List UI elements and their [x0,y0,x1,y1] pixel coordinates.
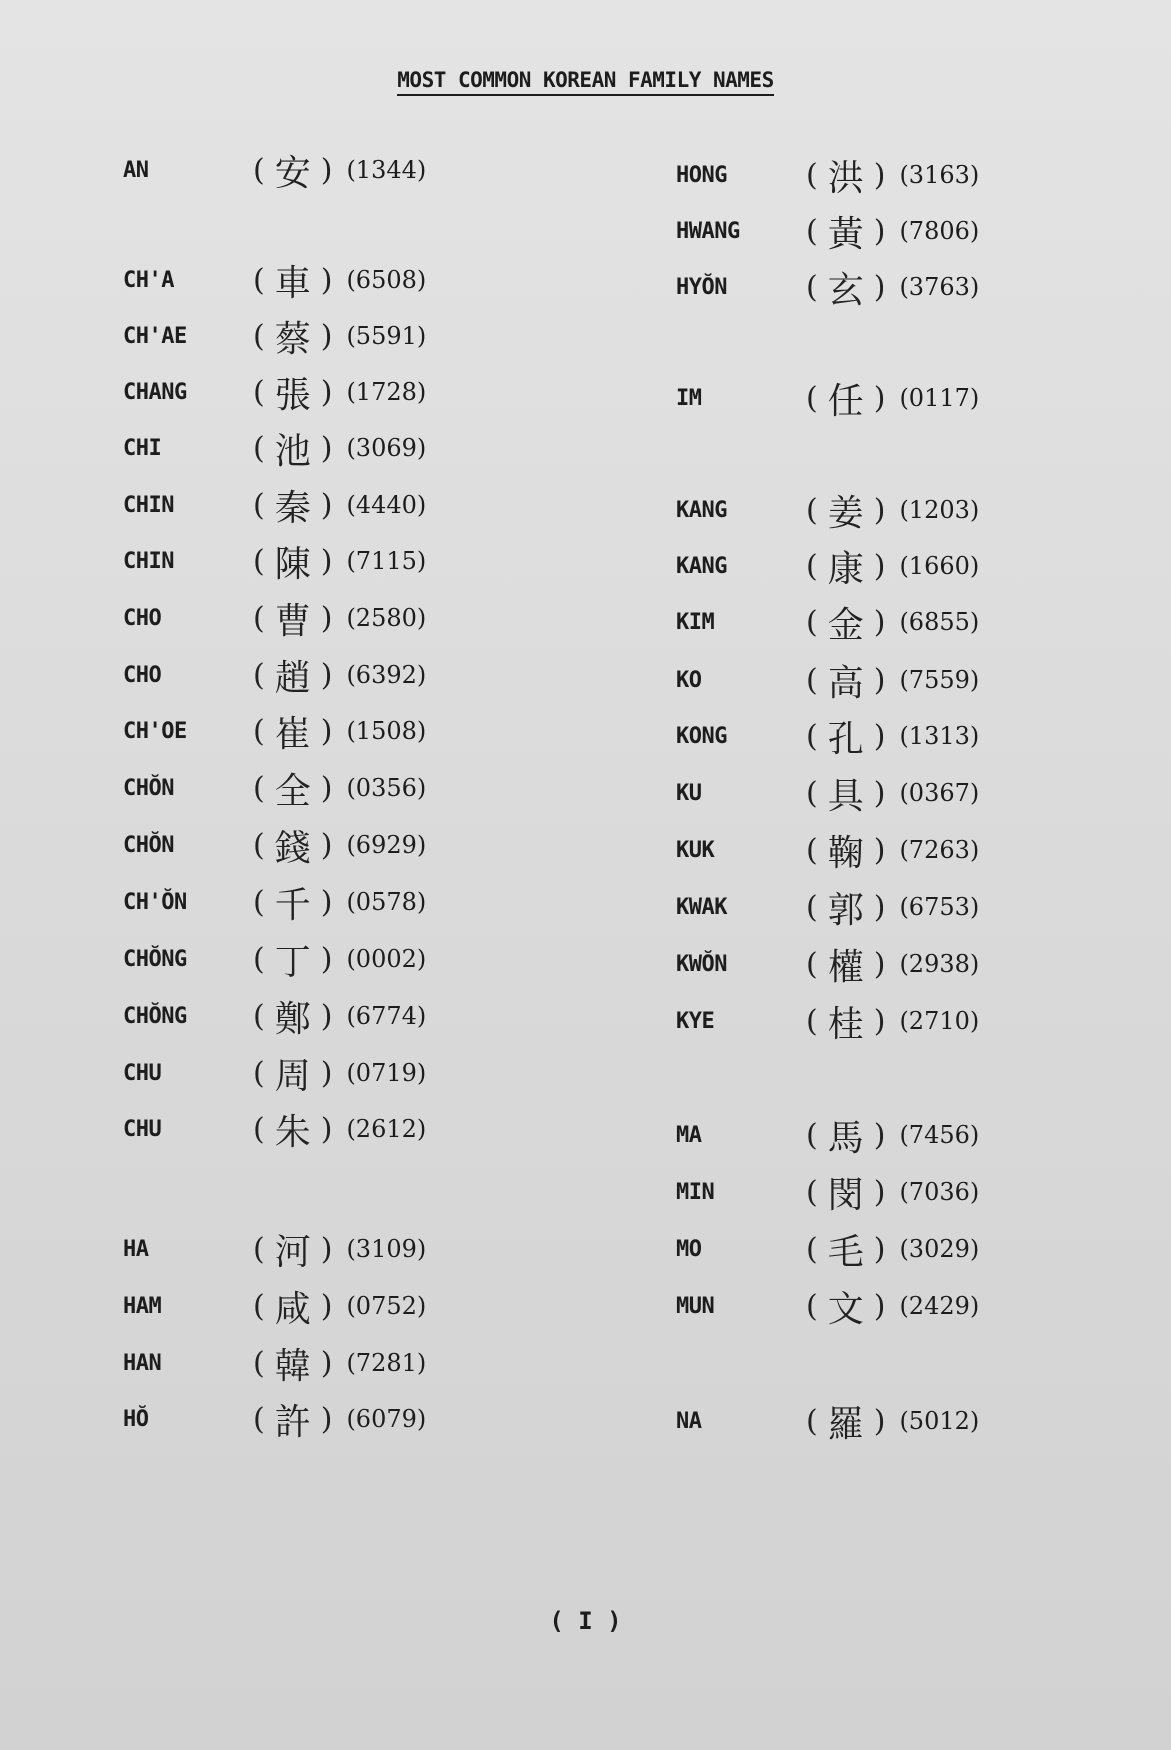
romanized-name: CHŎNG [123,1003,187,1029]
romanized-name: HAN [123,1350,162,1376]
name-entry [123,653,426,697]
romanized-name: KO [676,667,702,693]
close-paren: ) [873,1403,886,1439]
name-entry [123,596,426,640]
hanja-character: 文 [827,1288,864,1330]
telegraph-code: (3163) [899,161,980,189]
page-title: MOST COMMON KOREAN FAMILY NAMES [0,68,1171,92]
telegraph-code: (7456) [899,1121,980,1149]
telegraph-code: (7281) [346,1349,427,1377]
open-paren: ( [806,157,818,193]
open-paren: ( [806,1117,818,1153]
romanized-name: KYE [676,1008,715,1034]
open-paren: ( [806,492,818,528]
close-paren: ) [873,718,886,754]
telegraph-code: (1313) [899,722,980,750]
telegraph-code: (1508) [346,717,427,745]
open-paren: ( [253,998,265,1034]
open-paren: ( [253,543,265,579]
open-paren: ( [253,884,265,920]
hanja-character: 馬 [827,1117,864,1159]
open-paren: ( [806,1231,818,1267]
name-entry [676,153,979,197]
close-paren: ) [320,713,333,749]
romanized-name: KANG [676,553,727,579]
open-paren: ( [253,262,265,298]
hanja-character: 朱 [274,1111,311,1153]
close-paren: ) [873,1003,886,1039]
telegraph-code: (1660) [899,552,980,580]
name-entry [676,1113,979,1157]
close-paren: ) [320,543,333,579]
name-entry [123,314,426,358]
open-paren: ( [253,487,265,523]
hanja-character: 咸 [274,1288,311,1330]
telegraph-code: (7115) [346,547,427,575]
open-paren: ( [806,889,818,925]
romanized-name: CHI [123,435,162,461]
telegraph-code: (2429) [899,1292,980,1320]
name-entry [676,714,979,758]
name-entry [123,483,426,527]
close-paren: ) [320,1231,333,1267]
telegraph-code: (6774) [346,1002,427,1030]
telegraph-code: (6079) [346,1405,427,1433]
telegraph-code: (6753) [899,893,980,921]
open-paren: ( [253,374,265,410]
open-paren: ( [253,1055,265,1091]
open-paren: ( [253,657,265,693]
telegraph-code: (0367) [899,779,980,807]
telegraph-code: (1728) [346,378,427,406]
romanized-name: HAM [123,1293,162,1319]
name-entry [676,1284,979,1328]
romanized-name: CHIN [123,548,174,574]
telegraph-code: (7559) [899,666,980,694]
close-paren: ) [320,318,333,354]
open-paren: ( [806,548,818,584]
hanja-character: 秦 [274,487,311,529]
hanja-character: 張 [274,374,311,416]
telegraph-code: (3763) [899,273,980,301]
name-entry [676,600,979,644]
name-entry [123,370,426,414]
name-entry [123,1397,426,1441]
hanja-character: 具 [827,775,864,817]
telegraph-code: (7036) [899,1178,980,1206]
open-paren: ( [253,1231,265,1267]
open-paren: ( [806,662,818,698]
open-paren: ( [806,269,818,305]
hanja-character: 權 [827,946,864,988]
name-entry [676,1399,979,1443]
open-paren: ( [253,600,265,636]
hanja-character: 郭 [827,889,864,931]
name-entry [123,709,426,753]
close-paren: ) [873,380,886,416]
hanja-character: 閔 [827,1174,864,1216]
page-number: ( I ) [549,1607,622,1635]
close-paren: ) [873,548,886,584]
close-paren: ) [873,1231,886,1267]
romanized-name: KIM [676,609,715,635]
telegraph-code: (6929) [346,831,427,859]
name-entry [676,999,979,1043]
romanized-name: HŎ [123,1406,149,1432]
name-entry [676,1227,979,1271]
telegraph-code: (2612) [346,1115,427,1143]
close-paren: ) [320,1345,333,1381]
romanized-name: CHŎN [123,775,174,801]
hanja-character: 康 [827,548,864,590]
open-paren: ( [253,1288,265,1324]
name-entry [123,148,426,192]
hanja-character: 池 [274,430,311,472]
romanized-name: KWŎN [676,951,727,977]
close-paren: ) [873,889,886,925]
close-paren: ) [873,832,886,868]
name-entry [123,1284,426,1328]
hanja-character: 鞠 [827,832,864,874]
close-paren: ) [320,152,333,188]
romanized-name: KONG [676,723,727,749]
close-paren: ) [320,1288,333,1324]
close-paren: ) [873,1174,886,1210]
romanized-name: CHO [123,662,162,688]
romanized-name: CHU [123,1116,162,1142]
name-entry [676,828,979,872]
close-paren: ) [320,998,333,1034]
romanized-name: MO [676,1236,702,1262]
romanized-name: KWAK [676,894,727,920]
romanized-name: CHO [123,605,162,631]
name-entry [123,1341,426,1385]
telegraph-code: (3109) [346,1235,427,1263]
hanja-character: 韓 [274,1345,311,1387]
open-paren: ( [806,604,818,640]
close-paren: ) [320,770,333,806]
name-entry [676,544,979,588]
open-paren: ( [806,946,818,982]
open-paren: ( [253,713,265,749]
close-paren: ) [320,657,333,693]
hanja-character: 玄 [827,269,864,311]
telegraph-code: (6855) [899,608,980,636]
hanja-character: 安 [274,152,311,194]
romanized-name: CHANG [123,379,187,405]
hanja-character: 河 [274,1231,311,1273]
hanja-character: 千 [274,884,311,926]
name-entry [676,1170,979,1214]
telegraph-code: (7263) [899,836,980,864]
romanized-name: CHIN [123,492,174,518]
name-entry [123,1051,426,1095]
romanized-name: HONG [676,162,727,188]
close-paren: ) [320,827,333,863]
name-entry [676,376,979,420]
close-paren: ) [320,600,333,636]
telegraph-code: (1203) [899,496,980,524]
hanja-character: 鄭 [274,998,311,1040]
name-entry [123,1107,426,1151]
hanja-character: 周 [274,1055,311,1097]
telegraph-code: (6508) [346,266,427,294]
name-entry [123,426,426,470]
name-entry [123,994,426,1038]
close-paren: ) [320,1055,333,1091]
telegraph-code: (0719) [346,1059,427,1087]
name-entry [676,209,979,253]
close-paren: ) [320,430,333,466]
close-paren: ) [320,262,333,298]
telegraph-code: (1344) [346,156,427,184]
telegraph-code: (5012) [899,1407,980,1435]
name-entry [123,880,426,924]
telegraph-code: (5591) [346,322,427,350]
telegraph-code: (4440) [346,491,427,519]
telegraph-code: (2580) [346,604,427,632]
open-paren: ( [253,430,265,466]
close-paren: ) [873,157,886,193]
open-paren: ( [253,770,265,806]
telegraph-code: (0578) [346,888,427,916]
close-paren: ) [873,1117,886,1153]
hanja-character: 陳 [274,543,311,585]
close-paren: ) [873,492,886,528]
close-paren: ) [320,374,333,410]
close-paren: ) [320,884,333,920]
close-paren: ) [320,487,333,523]
romanized-name: MUN [676,1293,715,1319]
telegraph-code: (3029) [899,1235,980,1263]
name-entry [676,885,979,929]
hanja-character: 蔡 [274,318,311,360]
close-paren: ) [320,1111,333,1147]
hanja-character: 趙 [274,657,311,699]
romanized-name: HWANG [676,218,740,244]
name-entry [123,766,426,810]
name-entry [676,488,979,532]
close-paren: ) [873,1288,886,1324]
hanja-character: 許 [274,1401,311,1443]
name-entry [676,942,979,986]
close-paren: ) [873,775,886,811]
romanized-name: MIN [676,1179,715,1205]
name-entry [123,823,426,867]
open-paren: ( [806,832,818,868]
hanja-character: 羅 [827,1403,864,1445]
hanja-character: 洪 [827,157,864,199]
telegraph-code: (2938) [899,950,980,978]
romanized-name: CH'A [123,267,174,293]
open-paren: ( [806,775,818,811]
open-paren: ( [806,213,818,249]
name-entry [123,1227,426,1271]
open-paren: ( [806,380,818,416]
telegraph-code: (0117) [899,384,980,412]
hanja-character: 崔 [274,713,311,755]
telegraph-code: (7806) [899,217,980,245]
romanized-name: HYŎN [676,274,727,300]
open-paren: ( [253,152,265,188]
telegraph-code: (2710) [899,1007,980,1035]
hanja-character: 桂 [827,1003,864,1045]
hanja-character: 金 [827,604,864,646]
name-entry [123,539,426,583]
hanja-character: 任 [827,380,864,422]
close-paren: ) [320,1401,333,1437]
name-entry [123,258,426,302]
close-paren: ) [320,941,333,977]
hanja-character: 曹 [274,600,311,642]
romanized-name: NA [676,1408,702,1434]
telegraph-code: (0356) [346,774,427,802]
romanized-name: CH'ŎN [123,889,187,915]
hanja-character: 姜 [827,492,864,534]
hanja-character: 全 [274,770,311,812]
open-paren: ( [806,1174,818,1210]
romanized-name: HA [123,1236,149,1262]
close-paren: ) [873,662,886,698]
hanja-character: 高 [827,662,864,704]
name-entry [676,265,979,309]
open-paren: ( [806,1403,818,1439]
romanized-name: CHU [123,1060,162,1086]
romanized-name: CHŎN [123,832,174,858]
open-paren: ( [253,1345,265,1381]
open-paren: ( [806,1288,818,1324]
telegraph-code: (0002) [346,945,427,973]
romanized-name: CH'OE [123,718,187,744]
romanized-name: KUK [676,837,715,863]
open-paren: ( [806,1003,818,1039]
hanja-character: 丁 [274,941,311,983]
close-paren: ) [873,604,886,640]
romanized-name: MA [676,1122,702,1148]
romanized-name: CHŎNG [123,946,187,972]
hanja-character: 黃 [827,213,864,255]
open-paren: ( [806,718,818,754]
close-paren: ) [873,946,886,982]
close-paren: ) [873,213,886,249]
close-paren: ) [873,269,886,305]
name-entry [123,937,426,981]
telegraph-code: (6392) [346,661,427,689]
romanized-name: AN [123,157,149,183]
hanja-character: 毛 [827,1231,864,1273]
telegraph-code: (0752) [346,1292,427,1320]
open-paren: ( [253,1401,265,1437]
name-entry [676,658,979,702]
open-paren: ( [253,318,265,354]
romanized-name: CH'AE [123,323,187,349]
romanized-name: IM [676,385,702,411]
romanized-name: KU [676,780,702,806]
hanja-character: 錢 [274,827,311,869]
hanja-character: 車 [274,262,311,304]
romanized-name: KANG [676,497,727,523]
open-paren: ( [253,941,265,977]
open-paren: ( [253,1111,265,1147]
name-entry [676,771,979,815]
hanja-character: 孔 [827,718,864,760]
open-paren: ( [253,827,265,863]
telegraph-code: (3069) [346,434,427,462]
